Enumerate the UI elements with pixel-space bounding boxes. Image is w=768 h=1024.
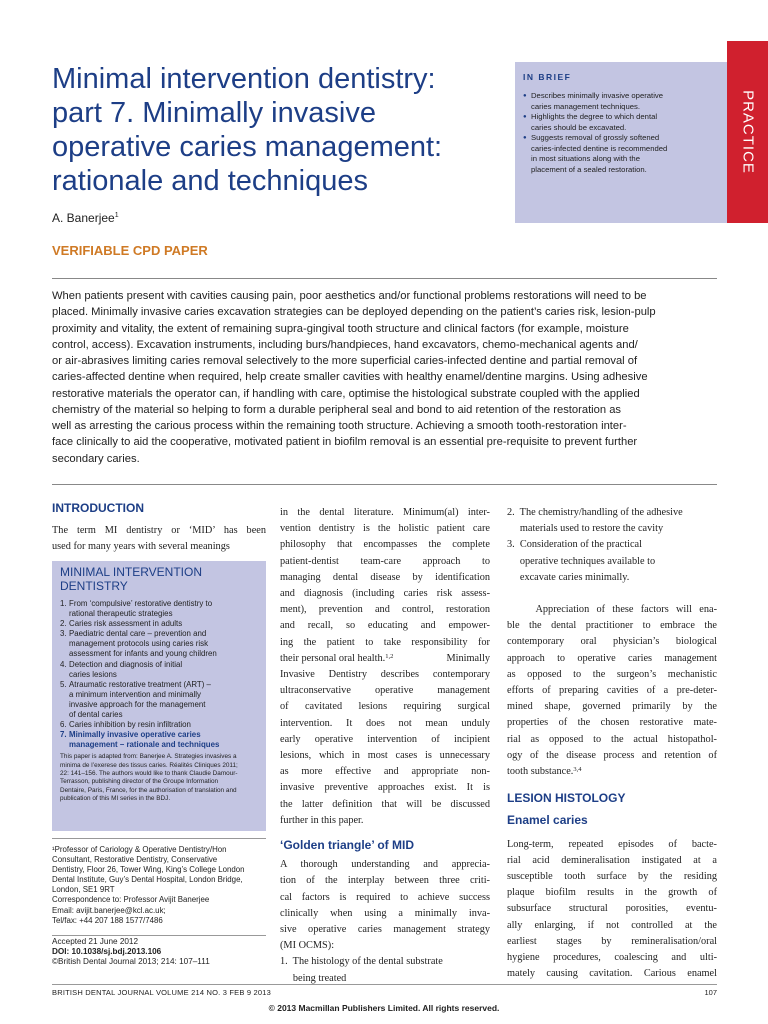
title-line: Minimal intervention dentistry: xyxy=(52,63,436,95)
note-line: 22: 141–156. The authors would like to thank Claudie Damour- xyxy=(60,770,238,777)
body-line: intervention. It does not mean unduly xyxy=(280,717,490,729)
item-text: caries lesions xyxy=(69,669,117,679)
body-line: approach to operative caries management xyxy=(507,652,717,664)
item-text: Caries risk assessment in adults xyxy=(69,619,183,629)
body-line: patient-dentist team-care approach to xyxy=(280,555,490,567)
body-line xyxy=(507,764,717,780)
body-line: of cavitated lesions requiring surgical xyxy=(280,701,490,713)
column-3 xyxy=(507,505,717,982)
author-affiliation xyxy=(52,845,266,926)
item-number: 4. xyxy=(60,659,67,669)
list-line: operative techniques available to xyxy=(507,555,656,567)
body-line: mately causing cavitation. Carious enamel xyxy=(507,968,717,980)
mi-series-title xyxy=(60,565,258,593)
body-text: their personal oral health. xyxy=(280,652,386,664)
reference-marker: 3,4 xyxy=(573,766,582,774)
item-text: a minimum intervention and minimally xyxy=(69,689,201,699)
in-brief-text: caries management techniques. xyxy=(531,101,640,111)
body-line: cal factors is required to achieve success xyxy=(280,891,490,903)
affiliation-line: ¹Professor of Cariology & Operative Dentistry/Hon xyxy=(52,845,227,854)
lesion-histology-heading: LESION HISTOLOGY xyxy=(507,791,626,806)
in-brief-text: caries-infected dentine is recommended xyxy=(531,143,668,153)
abstract-line: secondary caries. xyxy=(52,452,140,465)
mi-series-item xyxy=(60,720,258,730)
body-line: mined shape, governed primarily by the xyxy=(507,701,717,713)
list-line: 2. The chemistry/handling of the adhesive xyxy=(507,507,683,518)
body-line: further in this paper. xyxy=(280,814,364,826)
journal-volume: VOLUME 214 NO. 3 FEB 9 2013 xyxy=(155,988,271,997)
abstract-line: well as arresting the carious process within the remaining tooth structure. Achieving a smooth tooth-restoration inter- xyxy=(52,420,627,432)
body-line: (MI OCMS): xyxy=(280,940,335,952)
section-tab-label: PRACTICE xyxy=(739,90,756,174)
body-line: ble the dental practitioner to embrace the xyxy=(507,620,717,632)
item-text: Atraumatic restorative treatment (ART) – xyxy=(69,679,211,689)
accepted-info xyxy=(52,937,266,968)
body-line: plaque biofilm results in the growth of xyxy=(507,887,717,899)
section-tab-practice xyxy=(727,41,768,223)
item-text: Caries inhibition by resin infiltration xyxy=(69,720,191,730)
accepted-rule xyxy=(52,935,266,936)
note-line: publication of this MI series in the BDJ. xyxy=(60,794,171,802)
affiliation-line: Tel/fax: +44 207 188 1577/7486 xyxy=(52,915,163,925)
body-line: earliest stages by remineralisation/oral xyxy=(507,935,717,947)
mi-series-item xyxy=(60,629,258,659)
column-2 xyxy=(280,505,490,987)
item-text: Minimally invasive operative caries xyxy=(69,730,201,740)
item-number: 2. xyxy=(60,619,67,629)
item-number: 3. xyxy=(60,629,67,639)
in-brief-text: Highlights the degree to which dental xyxy=(531,112,658,121)
body-line: the latter definition that will be discussed xyxy=(280,798,490,810)
affiliation-line: Dental Institute, Guy’s Dental Hospital, London Bridge, xyxy=(52,875,243,885)
author-line xyxy=(52,211,119,225)
body-line: clinically when using a minimally inva- xyxy=(280,907,490,919)
mi-series-item xyxy=(60,660,258,680)
abstract-line: caries-affected dentine when required, help create smaller cavities with healthy enamel/dentine margins. Using adhesive xyxy=(52,371,648,384)
in-brief-bullet xyxy=(523,133,719,175)
body-line: tion of the interplay between three criti- xyxy=(280,875,490,887)
body-line: and recall, so educating and empower- xyxy=(280,620,490,632)
in-brief-bullet xyxy=(523,112,719,133)
body-line: hygiene procedures, coalescing and ulti- xyxy=(507,952,717,964)
abstract-line: or air-abrasives limiting caries removal selectively to the more superficial caries-infected dentine and partial removal of xyxy=(52,355,638,367)
mi-series-item-current xyxy=(60,730,258,750)
body-line: used for many years with several meanings xyxy=(52,541,230,553)
mi-series-item xyxy=(60,619,258,629)
body-line: sive operative caries management strategy xyxy=(280,924,490,936)
in-brief-bullet xyxy=(523,91,719,112)
body-line: The term MI dentistry or ‘MID’ has been xyxy=(52,525,266,537)
reference-marker: 1,2 xyxy=(385,652,394,660)
abstract xyxy=(52,288,717,467)
accepted-line: Accepted 21 June 2012 xyxy=(52,937,139,946)
list-line: being treated xyxy=(280,972,347,984)
affiliation-rule xyxy=(52,838,266,839)
title-line: rationale and techniques xyxy=(52,165,369,197)
item-number: 1. xyxy=(60,599,67,608)
affiliation-line: Dentistry, Floor 26, Tower Wing, King’s College London xyxy=(52,865,245,875)
author-name: A. Banerjee xyxy=(52,211,115,225)
body-line: lesions, which in most cases is unnecessary xyxy=(280,750,490,762)
note-line: This paper is adapted from: Banerjee A. Strategies invasives a xyxy=(60,753,237,761)
mi-series-item xyxy=(60,680,258,720)
body-line: invasive preventive approaches exist. It is xyxy=(280,782,490,794)
list-line: materials used to restore the cavity xyxy=(507,523,664,535)
in-brief-text: in most situations along with the xyxy=(531,154,640,163)
body-line: efforts of preparing cavities of a pre-deter- xyxy=(507,685,717,697)
body-line: ing the patient to take responsibility for xyxy=(280,636,490,648)
mi-series-box xyxy=(52,561,266,831)
journal-footer xyxy=(52,988,271,997)
author-affiliation-marker: 1 xyxy=(114,212,119,219)
note-line: Dentaire, Paris, France, for the authorisation of translation and xyxy=(60,786,237,794)
abstract-line: placed. Minimally invasive caries excavation strategies can be deployed depending on the patient’s caries risk, lesion-pulp xyxy=(52,306,656,319)
body-line: ment), prevention and control, restoration xyxy=(280,604,490,616)
body-line: Appreciation of these factors will ena- xyxy=(507,604,717,616)
item-number: 5. xyxy=(60,679,67,689)
in-brief-heading: IN BRIEF xyxy=(523,72,572,82)
list-line: 1. The histology of the dental substrate xyxy=(280,956,443,968)
body-line: as more effective and appropriate non- xyxy=(280,766,490,778)
item-text: of dental caries xyxy=(69,710,123,720)
copyright-notice: © 2013 Macmillan Publishers Limited. All rights reserved. xyxy=(268,1003,500,1013)
affiliation-line: Correspondence to: Professor Avijit Banerjee xyxy=(52,895,210,905)
column-1 xyxy=(52,500,266,556)
in-brief-box xyxy=(515,62,727,223)
body-line: ally enlarging, if not controlled at the xyxy=(507,919,717,931)
mi-series-title-line: MINIMAL INTERVENTION xyxy=(60,565,203,579)
body-line xyxy=(280,651,490,667)
citation-line: ©British Dental Journal 2013; 214: 107–111 xyxy=(52,957,210,967)
item-text: Detection and diagnosis of initial xyxy=(69,659,183,669)
item-text: Paediatric dental care – prevention and xyxy=(69,629,207,639)
abstract-line: restorative materials the operator can, if handling with care, optimise the histological substrate coupled with the applied xyxy=(52,387,640,400)
mi-series-list xyxy=(60,599,258,750)
item-number: 7. xyxy=(60,730,67,740)
affiliation-line: Consultant, Restorative Dentistry, Conservative xyxy=(52,855,218,865)
note-line: Terrasson, publishing director of the Groupe Information xyxy=(60,778,219,786)
cpd-label: VERIFIABLE CPD PAPER xyxy=(52,243,208,258)
body-line: contemporary oral physician’s biological xyxy=(507,636,717,648)
in-brief-list xyxy=(523,91,719,175)
in-brief-text: caries should be excavated. xyxy=(531,122,627,132)
abstract-line: control, access). Excavation instruments, including burs/handpieces, hand excavators, chemo-mechanical agents and/ xyxy=(52,338,638,351)
title-line: operative caries management: xyxy=(52,131,443,163)
in-brief-text: Describes minimally invasive operative xyxy=(531,91,664,100)
body-line: ultraconservative operative management xyxy=(280,685,490,697)
article-title xyxy=(52,62,492,198)
abstract-line: When patients present with cavities causing pain, poor aesthetics and/or functional problems restorations will need to be xyxy=(52,290,647,302)
abstract-line: chemistry of the material so helping to form a durable peripheral seal and bond to aid retention of the restoration as xyxy=(52,403,622,416)
item-text: management – rationale and techniques xyxy=(69,740,220,750)
affiliation-line: London, SE1 9RT xyxy=(52,885,115,895)
abstract-bottom-rule xyxy=(52,484,717,485)
golden-triangle-heading: ‘Golden triangle’ of MID xyxy=(280,838,415,853)
body-line: properties of the chosen restorative mate- xyxy=(507,717,717,729)
body-line: ogy of the disease process and retention of xyxy=(507,749,717,761)
body-line: in the dental literature. Minimum(al) inter- xyxy=(280,507,490,518)
body-line: and diagnosis (including caries risk assess- xyxy=(280,588,490,600)
in-brief-text: placement of a sealed restoration. xyxy=(531,164,647,174)
mi-series-title-line: DENTISTRY xyxy=(60,579,128,593)
item-text: management protocols using caries risk xyxy=(69,639,209,649)
enamel-caries-heading: Enamel caries xyxy=(507,813,588,828)
introduction-heading: INTRODUCTION xyxy=(52,501,144,515)
body-text: tooth substance. xyxy=(507,766,574,778)
footer-rule xyxy=(52,984,717,985)
affiliation-line: Email: avijit.banerjee@kcl.ac.uk; xyxy=(52,905,166,915)
body-line: subsurface structural porosities, eventu- xyxy=(507,903,717,915)
body-line: rial acid demineralisation instigated at a xyxy=(507,854,717,866)
journal-name: BRITISH DENTAL JOURNAL xyxy=(52,988,154,997)
body-line: philosophy that encompasses the complete xyxy=(280,539,490,551)
page-number: 107 xyxy=(704,988,717,997)
list-line: excavate caries minimally. xyxy=(507,571,630,583)
body-line: Long-term, repeated episodes of bacte- xyxy=(507,838,717,850)
body-line: A thorough understanding and apprecia- xyxy=(280,859,490,871)
body-line: susceptible tooth surface by the residing xyxy=(507,871,717,883)
body-line: early operative intervention of incipient xyxy=(280,733,490,745)
mi-series-note xyxy=(60,753,258,803)
abstract-top-rule xyxy=(52,278,717,279)
body-line: rial as opposed to the actual histopathol- xyxy=(507,733,717,745)
title-line: part 7. Minimally invasive xyxy=(52,97,376,129)
body-text: Minimally xyxy=(446,652,490,664)
mi-series-item xyxy=(60,599,258,619)
abstract-line: face clinically to aid the cooperative, motivated patient in biofilm removal is an essential pre-requisite to prevent further xyxy=(52,436,638,449)
item-text: invasive approach for the management xyxy=(69,699,206,709)
note-line: minima de l’exerese des tissus caries. Réalités Cliniques 2011; xyxy=(60,761,238,769)
item-text: assessment for infants and young children xyxy=(69,649,217,659)
doi-line: DOI: 10.1038/sj.bdj.2013.106 xyxy=(52,947,162,957)
body-line: managing dental disease by identification xyxy=(280,571,490,583)
body-line: Invasive Dentistry describes contemporary xyxy=(280,669,490,681)
body-line: as opposed to the surgeon’s mechanistic xyxy=(507,668,717,680)
list-line: 3. Consideration of the practical xyxy=(507,539,642,551)
item-text: rational therapeutic strategies xyxy=(69,609,173,619)
abstract-line: proximity and vitality, the extent of remaining supra-gingival tooth structure and clinical factors (for example, moisture xyxy=(52,322,629,335)
in-brief-text: Suggests removal of grossly softened xyxy=(531,133,660,142)
body-line: vention dentistry is the holistic patient care xyxy=(280,523,490,535)
item-number: 6. xyxy=(60,720,67,730)
item-text: From ‘compulsive’ restorative dentistry to xyxy=(69,599,213,608)
